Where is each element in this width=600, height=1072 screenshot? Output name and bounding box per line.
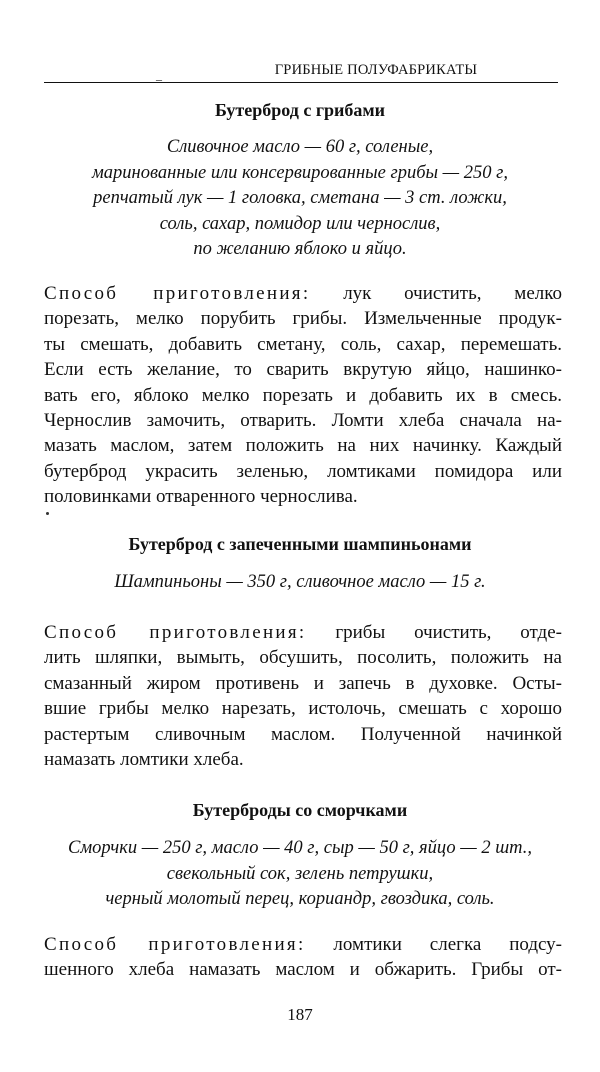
ingredients-list — [30, 135, 570, 263]
recipe-title: Бутерброд с грибами — [214, 100, 386, 120]
ingredients-list — [30, 836, 570, 913]
ingredients-line: свекольный сок, зелень петрушки, — [166, 863, 434, 884]
ingredients-line: соль, сахар, помидор или чернослив, — [159, 213, 441, 234]
method-lead: Способ приготовления: — [44, 934, 306, 955]
recipe-title: Бутерброд с запеченными шампиньонами — [128, 534, 472, 554]
method-line: порезать, мелко порубить грибы. Измельченные продук- — [44, 308, 562, 330]
ingredients-line: Сливочное масло — 60 г, соленые, — [166, 137, 434, 157]
method-line: ломтики слегка подсу- — [305, 934, 562, 955]
method-line: ты смешать, добавить сметану, соль, сахар, перемешать. — [44, 333, 562, 355]
method-line: половинками отваренного чернослива. — [44, 486, 358, 508]
header-dash: _ — [156, 68, 162, 82]
print-speck — [46, 512, 49, 515]
ingredients-line: черный молотый перец, кориандр, гвоздика, соль. — [105, 889, 495, 909]
method-line: мазать маслом, затем положить на них начинку. Каждый — [44, 435, 562, 457]
running-header — [44, 60, 558, 83]
ingredients-line: по желанию яблоко и яйцо. — [193, 239, 407, 259]
ingredients-list — [30, 570, 570, 596]
method-line: намазать ломтики хлеба. — [44, 749, 244, 771]
method-lead: Способ приготовления: — [44, 622, 307, 643]
method-paragraph — [44, 281, 562, 510]
method-line: шенного хлеба намазать маслом и обжарить. Грибы от- — [44, 959, 562, 981]
method-paragraph — [44, 932, 562, 983]
method-line: лить шляпки, вымыть, обсушить, посолить, положить на — [44, 647, 562, 669]
method-paragraph — [44, 620, 562, 772]
running-header-title: ГРИБНЫЕ ПОЛУФАБРИКАТЫ — [274, 62, 478, 78]
recipe-title: Бутерброды со сморчками — [192, 800, 408, 820]
method-line: смазанный жиром противень и запечь в духовке. Осты- — [44, 672, 562, 694]
method-line: Чернослив замочить, отварить. Ломти хлеба сначала на- — [44, 410, 562, 432]
method-line: грибы очистить, отде- — [306, 622, 562, 643]
ingredients-line: Сморчки — 250 г, масло — 40 г, сыр — 50 г, яйцо — 2 шт., — [67, 838, 532, 858]
ingredients-line: репчатый лук — 1 головка, сметана — 3 ст. ложки, — [93, 188, 507, 208]
ingredients-line: Шампиньоны — 350 г, сливочное масло — 15 г. — [114, 572, 486, 592]
method-line: бутерброд украсить зеленью, ломтиками помидора или — [44, 460, 562, 482]
ingredients-line: маринованные или консервированные грибы — 250 г, — [92, 162, 508, 183]
method-line: вшие грибы мелко нарезать, истолочь, смешать с хорошо — [44, 698, 562, 720]
method-line: растертым сливочным маслом. Полученной начинкой — [44, 723, 562, 745]
method-lead: Способ приготовления: — [44, 283, 311, 304]
method-line: вать его, яблоко мелко порезать и добавить их в смесь. — [44, 384, 562, 406]
method-line: Если есть желание, то сварить вкрутую яйцо, нашинко- — [44, 359, 562, 381]
page-number: 187 — [287, 1005, 313, 1024]
method-line: лук очистить, мелко — [310, 283, 562, 304]
